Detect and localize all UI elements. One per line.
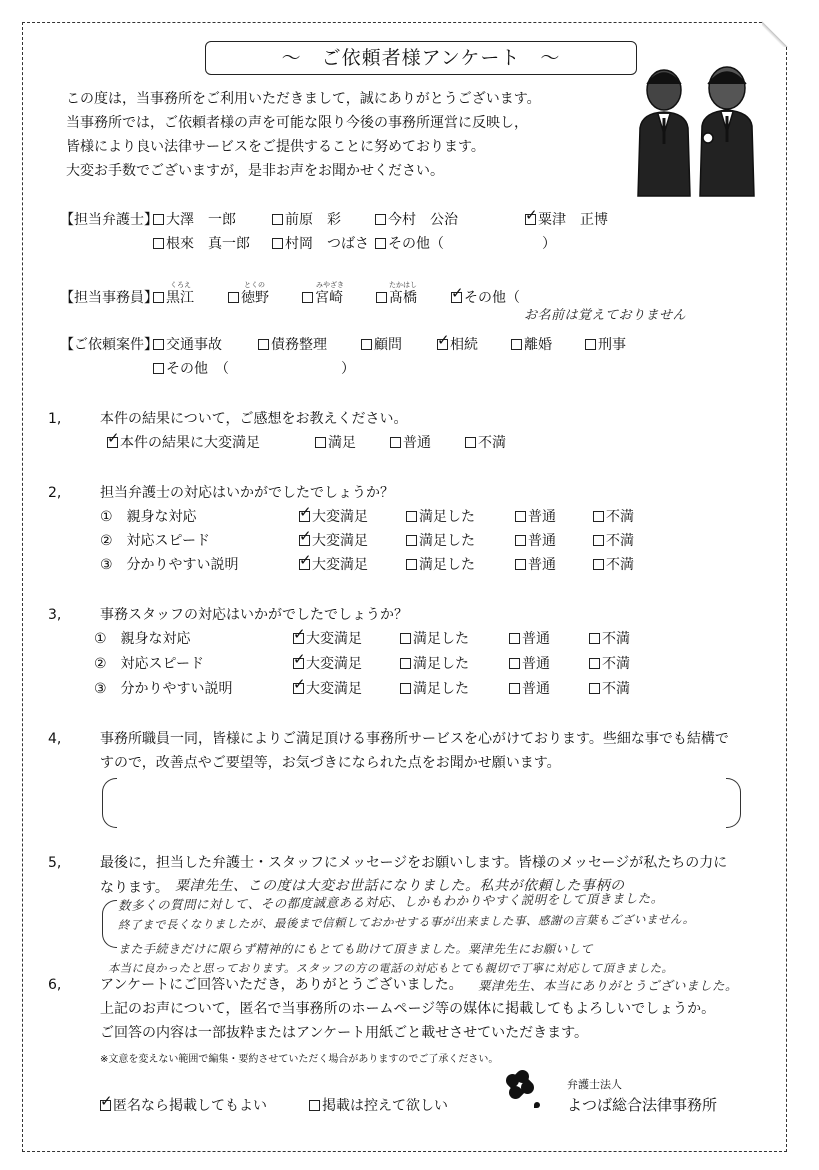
q3-option[interactable]: 普通: [509, 630, 550, 648]
checkbox-icon: [589, 633, 600, 644]
checkbox-icon: [153, 363, 164, 374]
answer-bracket-right: [726, 778, 741, 828]
checkbox-icon: [153, 214, 164, 225]
q1-option[interactable]: 普通: [390, 434, 431, 452]
handwritten-message: 粟津先生、この度は大変お世話になりました。私共が依頼した事柄の: [175, 878, 625, 894]
lawyer-option[interactable]: ✓ 粟津 正博: [525, 211, 608, 229]
lawyer-option[interactable]: 大澤 一郎: [153, 211, 236, 229]
q3-row-label: ② 対応スピード: [94, 656, 204, 672]
q2-option[interactable]: 満足した: [406, 532, 475, 550]
checkbox-icon: [515, 511, 526, 522]
staff-ruby: みやざき: [316, 281, 344, 289]
checkbox-icon: [509, 633, 520, 644]
q2-row-label: ② 対応スピード: [100, 533, 210, 549]
lawyer-option[interactable]: 今村 公治: [375, 211, 458, 229]
staff-option[interactable]: 髙橋: [376, 289, 417, 307]
staff-option[interactable]: 宮崎: [302, 289, 343, 307]
checkbox-icon: [375, 238, 386, 249]
case-option[interactable]: 刑事: [585, 336, 626, 354]
checkbox-icon: [593, 559, 604, 570]
question-text: 最後に，担当した弁護士・スタッフにメッセージをお願いします。皆様のメッセージが私たちの力に: [100, 855, 728, 871]
intro-line: 当事務所では，ご依頼者様の声を可能な限り今後の事務所運営に反映し，: [66, 115, 528, 131]
question-text: 担当弁護士の対応はいかがでしたでしょうか？: [100, 485, 394, 501]
q3-option[interactable]: ✓ 大変満足: [293, 630, 362, 648]
checked-checkbox-icon: [299, 511, 310, 522]
checkbox-icon: [376, 292, 387, 303]
improvement-answer-area[interactable]: [118, 780, 724, 824]
q2-option[interactable]: ✓ 大変満足: [299, 508, 368, 526]
question-text: なります。: [100, 880, 169, 896]
case-option[interactable]: 債務整理: [258, 336, 327, 354]
checkbox-icon: [153, 238, 164, 249]
firm-name: よつば総合法律事務所: [567, 1096, 718, 1114]
checked-checkbox-icon: [293, 658, 304, 669]
checked-checkbox-icon: [451, 292, 462, 303]
checkbox-icon: [406, 511, 417, 522]
checked-checkbox-icon: [525, 214, 536, 225]
q3-option[interactable]: ✓ 大変満足: [293, 680, 362, 698]
q1-option[interactable]: 不満: [465, 434, 506, 452]
checked-checkbox-icon: [100, 1100, 111, 1111]
case-option[interactable]: ✓ 相続: [437, 336, 478, 354]
q3-row-label: ③ 分かりやすい説明: [94, 681, 233, 697]
question-text: アンケートにご回答いただき，ありがとうございました。: [100, 977, 463, 993]
checked-checkbox-icon: [299, 535, 310, 546]
case-option[interactable]: 離婚: [511, 336, 552, 354]
checkbox-icon: [315, 437, 326, 448]
staff-ruby: たかはし: [389, 281, 417, 289]
checked-checkbox-icon: [107, 437, 118, 448]
q3-option[interactable]: 満足した: [400, 630, 469, 648]
checkbox-icon: [153, 292, 164, 303]
checkbox-icon: [400, 683, 411, 694]
q2-option[interactable]: ✓ 大変満足: [299, 532, 368, 550]
question-number: 6,: [48, 977, 62, 993]
question-number: 2,: [48, 485, 62, 501]
q2-option[interactable]: 満足した: [406, 556, 475, 574]
checkbox-icon: [400, 633, 411, 644]
question-text: 事務所職員一同，皆様によりご満足頂ける事務所サービスを心がけております。些細な事でも結構で: [100, 731, 729, 747]
q2-option[interactable]: 普通: [515, 508, 556, 526]
survey-title: ～ ご依頼者様アンケート ～: [205, 41, 637, 75]
handwritten-message: 数多くの質問に対して、その都度誠意ある対応、しかもわかりやすく説明をして頂きました。: [117, 890, 664, 913]
q3-option[interactable]: 不満: [589, 630, 630, 648]
q3-option[interactable]: 不満: [589, 655, 630, 673]
handwritten-message: また手続きだけに限らず精神的にもとても助けて頂きました。粟津先生にお願いして: [118, 942, 594, 956]
staff-ruby: とくの: [244, 281, 265, 289]
checked-checkbox-icon: [293, 633, 304, 644]
lawyer-option[interactable]: 村岡 つばさ: [272, 235, 369, 253]
q1-option[interactable]: 満足: [315, 434, 356, 452]
checkbox-icon: [589, 658, 600, 669]
case-option[interactable]: 顧問: [361, 336, 402, 354]
checkbox-icon: [593, 511, 604, 522]
firm-type: 弁護士法人: [567, 1078, 622, 1091]
q2-row-label: ① 親身な対応: [100, 509, 197, 525]
q2-option[interactable]: 不満: [593, 556, 634, 574]
staff-option[interactable]: ✓ その他（: [451, 289, 520, 307]
staff-handwritten: お名前は覚えておりません: [524, 308, 687, 323]
answer-bracket-left: [102, 900, 117, 948]
checkbox-icon: [465, 437, 476, 448]
intro-line: 皆様により良い法律サービスをご提供することに努めております。: [66, 139, 485, 155]
intro-line: この度は，当事務所をご利用いただきまして，誠にありがとうございます。: [66, 91, 541, 107]
checkbox-icon: [272, 214, 283, 225]
lawyer-option[interactable]: 根來 真一郎: [153, 235, 250, 253]
checkbox-icon: [390, 437, 401, 448]
q2-option[interactable]: 普通: [515, 556, 556, 574]
case-option[interactable]: 交通事故: [153, 336, 222, 354]
publish-option[interactable]: 掲載は控えて欲しい: [309, 1097, 448, 1115]
checkbox-icon: [406, 535, 417, 546]
checkbox-icon: [585, 339, 596, 350]
clover-logo-icon: [500, 1068, 540, 1112]
case-option[interactable]: その他 （ ）: [153, 360, 355, 378]
checked-checkbox-icon: [299, 559, 310, 570]
q2-option[interactable]: 普通: [515, 532, 556, 550]
handwritten-message: 本当に良かったと思っております。スタッフの方の電話の対応もとても親切で丁寧に対応して頂きました。: [108, 962, 674, 975]
checkbox-icon: [258, 339, 269, 350]
lawyer-option[interactable]: 前原 彩: [272, 211, 341, 229]
checkbox-icon: [509, 658, 520, 669]
q3-option[interactable]: ✓ 大変満足: [293, 655, 362, 673]
staff-label: 【担当事務員】: [60, 290, 158, 306]
q2-option[interactable]: 不満: [593, 532, 634, 550]
q2-option[interactable]: 満足した: [406, 508, 475, 526]
question-number: 1,: [48, 411, 62, 427]
checkbox-icon: [302, 292, 313, 303]
lawyer-option[interactable]: その他（ ）: [375, 235, 556, 253]
intro-line: 大変お手数でございますが，是非お声をお聞かせください。: [66, 163, 444, 179]
checkbox-icon: [515, 535, 526, 546]
checkbox-icon: [228, 292, 239, 303]
q3-option[interactable]: 普通: [509, 655, 550, 673]
lawyers-illustration: [632, 58, 762, 200]
checkbox-icon: [272, 238, 283, 249]
staff-ruby: くろえ: [170, 281, 191, 289]
q3-option[interactable]: 満足した: [400, 680, 469, 698]
question-number: 4,: [48, 731, 62, 747]
q3-row-label: ① 親身な対応: [94, 631, 191, 647]
editing-note: ※文意を変えない範囲で編集・要約させていただく場合がありますのでご了承ください。: [100, 1054, 499, 1065]
checkbox-icon: [593, 535, 604, 546]
checkbox-icon: [153, 339, 164, 350]
question-text: 上記のお声について，匿名で当事務所のホームページ等の媒体に掲載してもよろしいでしょうか。: [100, 1001, 716, 1017]
lawyer-label: 【担当弁護士】: [60, 212, 158, 228]
checkbox-icon: [406, 559, 417, 570]
answer-bracket-left: [102, 778, 117, 828]
q3-option[interactable]: 満足した: [400, 655, 469, 673]
q3-option[interactable]: 不満: [589, 680, 630, 698]
question-text: ご回答の内容は一部抜粋またはアンケート用紙ごと載せさせていただきます。: [100, 1025, 589, 1041]
question-text: すので，改善点やご要望等，お気づきになられた点をお聞かせ願います。: [100, 755, 561, 771]
checkbox-icon: [589, 683, 600, 694]
question-number: 3,: [48, 607, 62, 623]
checked-checkbox-icon: [437, 339, 448, 350]
checkbox-icon: [511, 339, 522, 350]
question-text: 事務スタッフの対応はいかがでしたでしょうか？: [100, 607, 408, 623]
checkbox-icon: [509, 683, 520, 694]
handwritten-message: 粟津先生、本当にありがとうございました。: [478, 978, 739, 993]
question-text: 本件の結果について，ご感想をお教えください。: [100, 411, 408, 427]
checkbox-icon: [361, 339, 372, 350]
q2-row-label: ③ 分かりやすい説明: [100, 557, 239, 573]
staff-option[interactable]: 黒江: [153, 289, 194, 307]
q2-option[interactable]: ✓ 大変満足: [299, 556, 368, 574]
staff-option[interactable]: 徳野: [228, 289, 269, 307]
checkbox-icon: [375, 214, 386, 225]
case-label: 【ご依頼案件】: [60, 337, 158, 353]
checked-checkbox-icon: [293, 683, 304, 694]
checkbox-icon: [400, 658, 411, 669]
checkbox-icon: [309, 1100, 320, 1111]
q2-option[interactable]: 不満: [593, 508, 634, 526]
publish-option[interactable]: ✓匿名なら掲載してもよい: [100, 1097, 267, 1115]
handwritten-message: 終了まで長くなりましたが、最後まで信頼しておかせする事が出来ました事、感謝の言葉もございません。: [117, 911, 695, 932]
q3-option[interactable]: 普通: [509, 680, 550, 698]
question-number: 5,: [48, 855, 62, 871]
q1-option[interactable]: ✓本件の結果に大変満足: [107, 434, 260, 452]
checkbox-icon: [515, 559, 526, 570]
